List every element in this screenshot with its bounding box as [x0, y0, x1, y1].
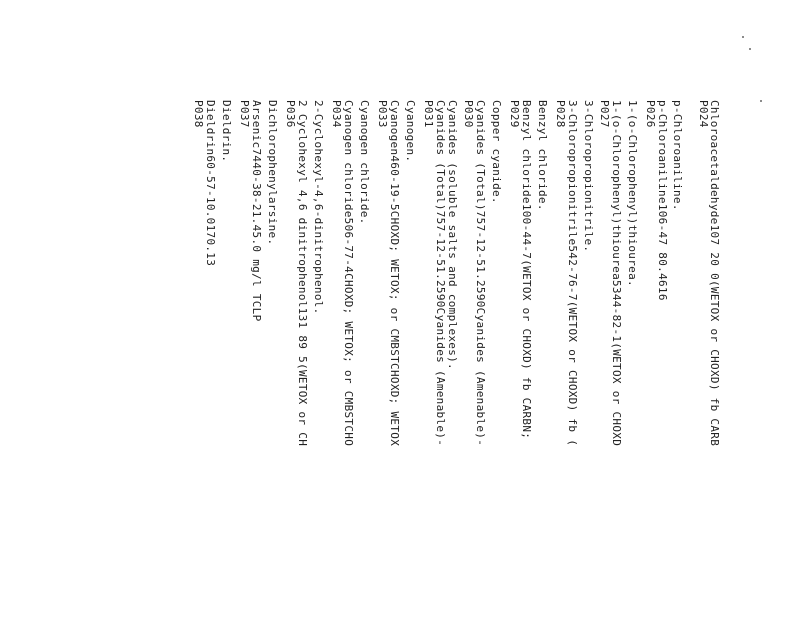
- text-line: P024: [697, 100, 710, 128]
- text-line: p-Chloroaniline.: [671, 100, 684, 211]
- text-line: Arsenic7440-38-21.45.0 mg/l TCLP: [250, 100, 263, 322]
- text-line: Chloroacetaldehyde107 20 0(WETOX or CHOXD) fb CARB: [708, 100, 721, 447]
- text-line: 3-Chloropropionitrile.: [582, 100, 595, 253]
- scan-speck: [742, 36, 744, 38]
- text-line: 1-(o-Chlorophenyl)thiourea5344-82-1(WETOX or CHOXD: [610, 100, 623, 447]
- text-line: P029: [508, 100, 521, 128]
- text-line: P030: [462, 100, 475, 128]
- text-line: 2-Cyclohexyl-4,6-dinitrophenol.: [312, 100, 325, 315]
- text-line: P028: [554, 100, 567, 128]
- text-line: Dieldrin.: [220, 100, 233, 163]
- scan-speck: [749, 48, 751, 50]
- scan-speck: [760, 100, 762, 102]
- text-line: P031: [422, 100, 435, 128]
- text-line: Cyanogen.: [404, 100, 417, 163]
- text-line: P033: [376, 100, 389, 128]
- text-line: P036: [284, 100, 297, 128]
- text-line: Dieldrin60-57-10.0170.13: [204, 100, 217, 267]
- text-line: 1-(o-Chlorophenyl)thiourea.: [626, 100, 639, 287]
- text-line: Cyanides (Total)757-12-51.2590Cyanides (Amenable)-: [434, 100, 447, 447]
- text-line: Benzyl chloride100-44-7(WETOX or CHOXD) fb CARBN;: [520, 100, 533, 440]
- text-line: P026: [644, 100, 657, 128]
- text-line: P037: [238, 100, 251, 128]
- text-line: Cyanogen chloride.: [358, 100, 371, 225]
- text-line: 2 Cyclohexyl 4,6 dinitrophenol131 89 5(WETOX or CH: [296, 100, 309, 447]
- text-line: Cyanogen460-19-5CHOXD; WETOX; or CMBSTCHOXD; WETOX: [388, 100, 401, 447]
- text-line: Dichlorophenylarsine.: [266, 100, 279, 246]
- text-line: p-Chloroaniline106-47 80.4616: [656, 100, 669, 301]
- text-line: P027: [598, 100, 611, 128]
- text-line: Cyanides (soluble salts and complexes).: [446, 100, 459, 370]
- text-line: 3-Chloropropionitrile542-76-7(WETOX or CHOXD) fb (: [566, 100, 579, 447]
- text-line: Benzyl chloride.: [536, 100, 549, 211]
- text-line: P038: [192, 100, 205, 128]
- text-line: Cyanides (Total)757-12-51.2590Cyanides (Amenable)-: [474, 100, 487, 447]
- text-line: P034: [330, 100, 343, 128]
- text-line: Copper cyanide.: [490, 100, 503, 204]
- text-line: Cyanogen chloride506-77-4CHOXD; WETOX; or CMBSTCHO: [342, 100, 355, 447]
